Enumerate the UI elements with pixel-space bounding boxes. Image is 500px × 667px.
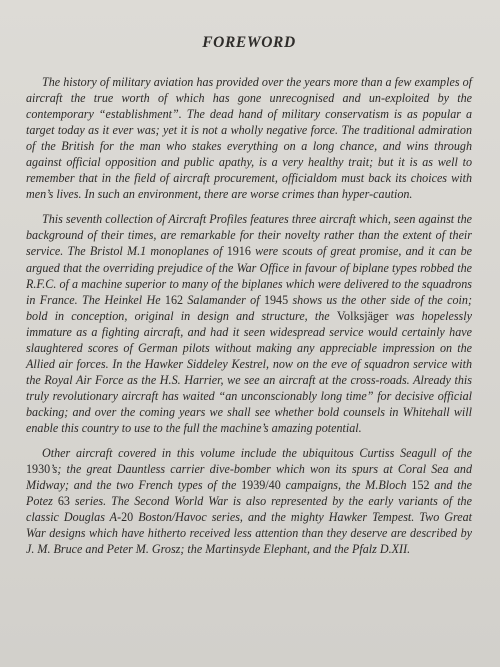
foreword-body: [26, 74, 472, 557]
text-run: This seventh collection of Aircraft Profiles features three aircraft which, seen against the background of their times, are remarkable for their novelty rather than the extent of their service. The Bristol M.1 monoplanes of: [26, 212, 472, 259]
text-run: Other aircraft covered in this volume include the ubiquitous Curtiss Seagull of the: [42, 446, 472, 461]
text-run: Volksjäger: [336, 308, 389, 323]
text-run: The history of military aviation has provided over the years more than a few examples of aircraft the true worth of which has gone unrecognised and un-exploited by the contemporary “establishment”. The dead hand of military conservatism is as popular a target today as it ever was; yet it is not a wholly negative force. The traditional admiration of the British for the man who stakes everything on a long chance, and wins through against official opposition and public apathy, is a very healthy trait; but it is as well to remember that in the field of aircraft procurement, officialdom must back its choices with men’s lives. In such an environment, there are worse crimes than hyper-caution.: [26, 75, 472, 202]
text-run: shows us the other side of the coin; bold in conception, original in design and structure, the: [26, 292, 472, 323]
text-run: 1945: [263, 292, 289, 307]
text-run: 1930: [26, 462, 51, 477]
text-run: Salamander of: [183, 292, 264, 307]
text-run: ’s; the great Dauntless carrier dive-bomber which won its spurs at Coral Sea and Midway; and the two French types of the: [26, 462, 472, 493]
text-run: series. The Second World War is also represented by the early variants of the classic Douglas A-: [26, 494, 472, 525]
text-run: was hopelessly immature as a fighting aircraft, and had it seen widespread service would certainly have slaughtered scores of German pilots without making any appreciable impression on the Allied air forces. In the Hawker Siddeley Kestrel, now on the eve of squadron service with the Royal Air Force as the H.S. Harrier, we see an aircraft at the cross-roads. Already this truly revolutionary aircraft has waited “an unconscionably long time” for decisive official backing; and over the coming years we shall see whether bold counsels in Whitehall will enable this country to use to the full the machine’s amazing potential.: [26, 308, 472, 435]
text-run: 1916: [226, 244, 251, 259]
text-run: 63: [57, 494, 70, 509]
paragraph-1: [26, 74, 472, 202]
text-run: Boston/Havoc series, and the mighty Hawker Tempest. Two Great War designs which have hitherto received less attention than they deserve are described by J. M. Bruce and Peter M. Grosz; the Martinsyde Elephant, and the Pfalz D.XII.: [26, 510, 473, 557]
text-run: were scouts of great promise, and it can be argued that the overriding prejudice of the War Office in favour of biplane types robbed the R.F.C. of a machine superior to many of the biplanes which were delivered to the squadrons in France. The Heinkel He: [26, 244, 472, 307]
text-run: 152: [411, 478, 430, 493]
text-run: 20: [121, 510, 134, 525]
text-run: 162: [164, 292, 184, 307]
paragraph-3: [26, 445, 472, 557]
page-title: FOREWORD: [202, 34, 296, 51]
text-run: and the Potez: [26, 478, 473, 509]
text-run: campaigns, the M.Bloch: [280, 478, 412, 493]
text-run: 1939/40: [241, 478, 281, 493]
paragraph-2: [26, 211, 472, 436]
